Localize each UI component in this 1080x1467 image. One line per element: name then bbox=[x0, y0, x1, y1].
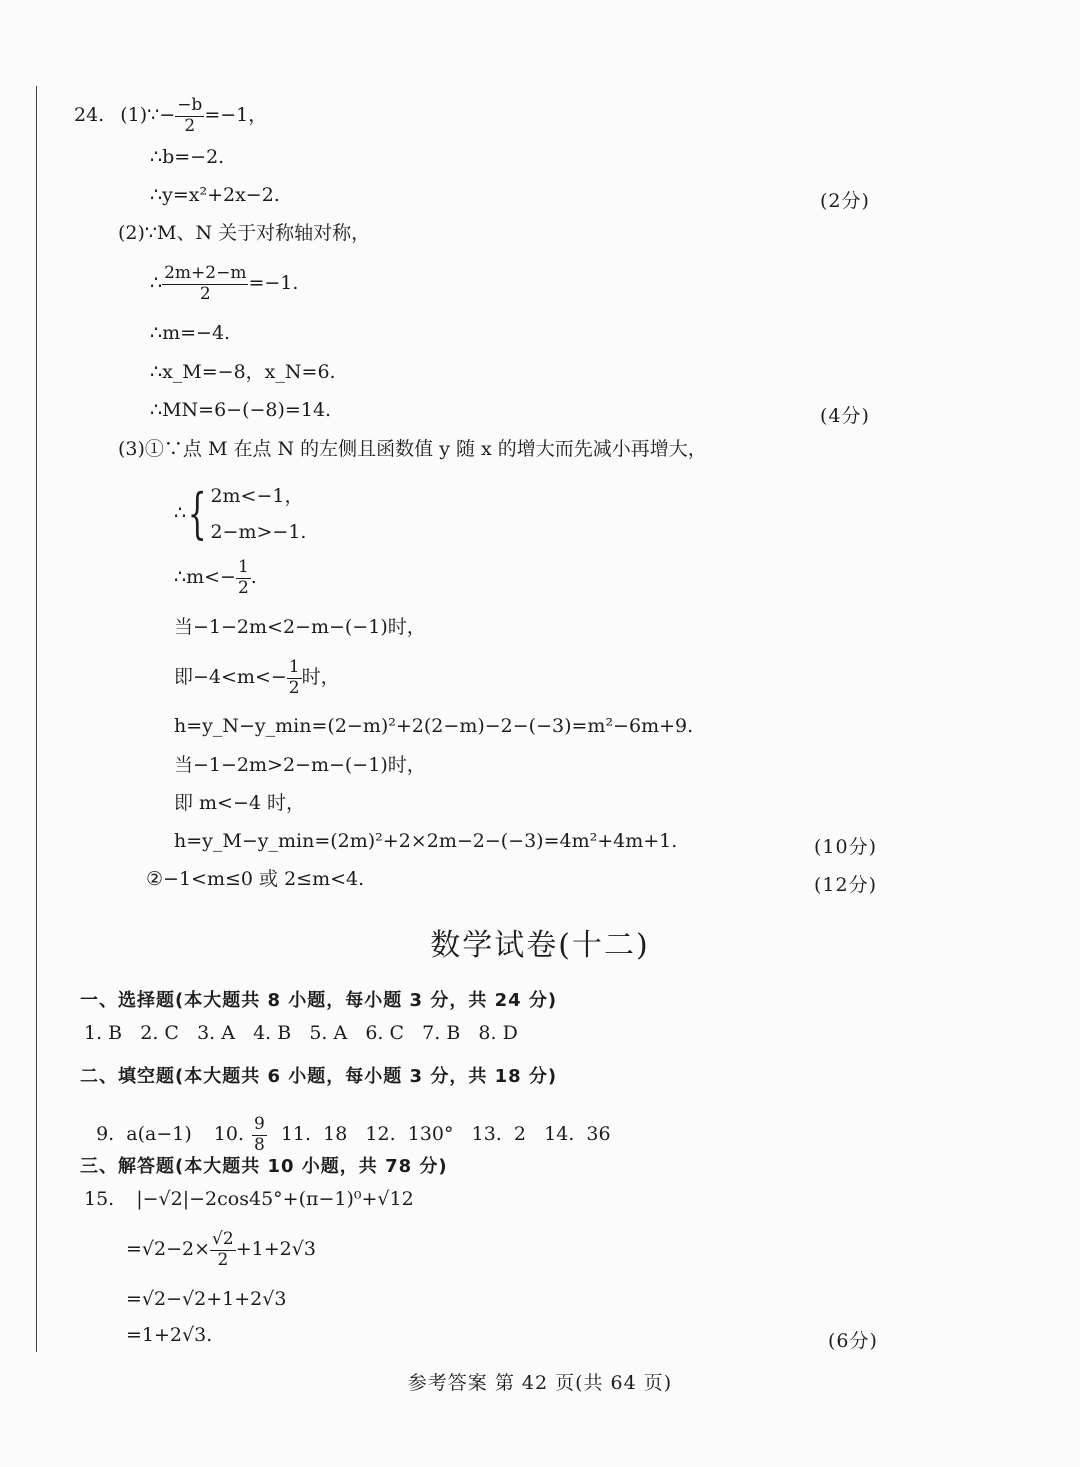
q15-line1: 15. |−√2|−2cos45°+(π−1)⁰+√12 bbox=[84, 1188, 414, 1210]
q15-line4: =1+2√3. bbox=[126, 1324, 213, 1346]
question-number: 24. bbox=[74, 104, 105, 127]
q15-line2: =√2−2× $\frac{√2}{2}$ +1+2√3 bbox=[126, 1229, 316, 1270]
brace: { bbox=[187, 482, 207, 546]
score-mark: (4分) bbox=[820, 405, 870, 427]
section-heading-3: 三、解答题(本大题共 10 小题，共 78 分) bbox=[80, 1156, 448, 1177]
fraction: $\frac{1}{2}$ bbox=[288, 657, 300, 698]
choice-answers: 1. B 2. C 3. A 4. B 5. A 6. C 7. B 8. D bbox=[84, 1022, 518, 1044]
q24-part3-line10: ②−1<m≤0 或 2≤m<4. bbox=[146, 868, 365, 890]
q24-part3-line1: (3)①∵点 M 在点 N 的左侧且函数值 y 随 x 的增大而先减小再增大， bbox=[118, 438, 707, 460]
fill-answers: 9. a(a−1) 10. $\frac{9}{8}$ 11. 18 12. 130° 13. 2 14. 36 bbox=[96, 1114, 611, 1155]
q24-part1-line2: ∴b=−2. bbox=[150, 146, 225, 168]
q24-part1-line1: 24. (1)∵− $\frac{-b}{2}$ =−1， bbox=[74, 95, 268, 136]
q24-part2-line3: ∴m=−4. bbox=[150, 322, 231, 344]
inequality-system: ∴{ 2m<−1， 2−m>−1. bbox=[174, 482, 307, 546]
score-mark: (6分) bbox=[828, 1330, 878, 1352]
fraction: $\frac{√2}{2}$ bbox=[212, 1229, 234, 1270]
score-mark: (12分) bbox=[814, 874, 878, 896]
q24-part2-line5: ∴MN=6−(−8)=14. bbox=[150, 399, 332, 421]
q24-part2-line2: ∴ $\frac{2m+2-m}{2}$ =−1. bbox=[150, 263, 299, 304]
q24-part3-line4: 当−1−2m<2−m−(−1)时， bbox=[174, 616, 426, 638]
q24-part3-line7: 当−1−2m>2−m−(−1)时， bbox=[174, 754, 426, 776]
fraction: $\frac{9}{8}$ bbox=[254, 1114, 265, 1155]
q24-part2-line1: (2)∵M、N 关于对称轴对称， bbox=[118, 222, 371, 244]
score-mark: (2分) bbox=[820, 190, 870, 212]
q24-part3-line3: ∴m<− $\frac{1}{2}$ . bbox=[174, 557, 257, 598]
score-mark: (10分) bbox=[814, 836, 878, 858]
fraction: $\frac{2m+2-m}{2}$ bbox=[164, 263, 247, 304]
question-number: 15. bbox=[84, 1188, 115, 1210]
section-heading-1: 一、选择题(本大题共 8 小题，每小题 3 分，共 24 分) bbox=[80, 990, 558, 1011]
q24-part3-line5: 即−4<m<− $\frac{1}{2}$ 时， bbox=[174, 657, 340, 698]
q24-part3-line6: h=y_N−y_min=(2−m)²+2(2−m)−2−(−3)=m²−6m+9. bbox=[174, 715, 694, 737]
q24-part1-line3: ∴y=x²+2x−2. bbox=[150, 184, 280, 206]
page-title: 数学试卷(十二) bbox=[430, 928, 650, 963]
q15-line3: =√2−√2+1+2√3 bbox=[126, 1288, 287, 1310]
q24-part3-line8: 即 m<−4 时， bbox=[174, 792, 306, 814]
q24-part2-line4: ∴x_M=−8，x_N=6. bbox=[150, 361, 336, 383]
page-footer: 参考答案 第 42 页(共 64 页) bbox=[407, 1372, 673, 1394]
margin-rule bbox=[36, 86, 37, 1352]
section-heading-2: 二、填空题(本大题共 6 小题，每小题 3 分，共 18 分) bbox=[80, 1066, 558, 1087]
fraction: $\frac{1}{2}$ bbox=[237, 557, 249, 598]
fraction: $\frac{-b}{2}$ bbox=[177, 95, 203, 136]
q24-part3-line9: h=y_M−y_min=(2m)²+2×2m−2−(−3)=4m²+4m+1. bbox=[174, 830, 678, 852]
